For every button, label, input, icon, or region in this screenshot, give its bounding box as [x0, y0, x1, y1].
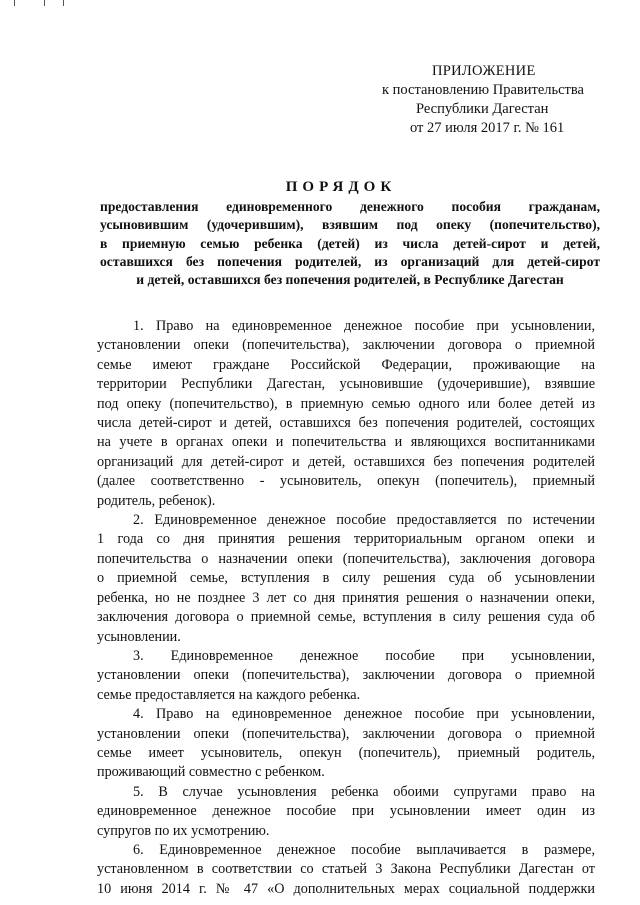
subtitle-line: усыновившим (удочерившим), взявшим под опеку (попечительство),: [100, 217, 600, 233]
appendix-date: от 27 июля 2017 г. № 161: [410, 120, 565, 136]
body-line: 5. В случае усыновления ребенка обоими супругами право на: [133, 783, 595, 800]
body-line: семье предоставляется на каждого ребенка.: [97, 686, 361, 703]
appendix-title: ПРИЛОЖЕНИЕ: [432, 63, 536, 79]
body-line: заключения договора о приемной семье, вступления в силу решения суда об: [97, 609, 595, 626]
document-subtitle: [100, 198, 600, 289]
body-line: ребенка, но не позднее 3 лет со дня принятия решения о назначении опеки,: [97, 589, 595, 606]
subtitle-line: оставшихся без попечения родителей, из организаций для детей-сирот: [100, 253, 600, 269]
body-line: (далее соответственно - усыновитель, опекун (попечитель), приемный: [97, 473, 595, 490]
body-line: семье имеют граждане Российской Федерации, проживающие на: [97, 356, 595, 373]
body-line: 10 июня 2014 г. № 47 «О дополнительных мерах социальной поддержки: [97, 880, 595, 897]
body-line: о приемной семье, вступления в силу решения суда об усыновлении: [97, 570, 595, 587]
body-line: установлении опеки (попечительства), заключении договора о приемной: [97, 337, 595, 354]
body-line: 2. Единовременное денежное пособие предоставляется по истечении: [133, 512, 595, 529]
document-title: ПОРЯДОК: [285, 179, 397, 195]
body-line: попечительства о назначении опеки (попечительства), заключения договора: [97, 550, 595, 567]
scan-mark: [14, 0, 15, 6]
document-body: [97, 317, 595, 899]
body-line: супругов по их усмотрению.: [97, 822, 270, 839]
body-line: установленном в соответствии со статьей 3 Закона Республики Дагестан от: [97, 861, 595, 878]
body-line: на учете в органах опеки и попечительства и являющихся воспитанниками: [97, 434, 595, 451]
scan-mark: [63, 0, 64, 6]
appendix-line: Республики Дагестан: [416, 101, 549, 117]
body-line: 1 года со дня принятия решения территориальным органом опеки и: [97, 531, 595, 548]
appendix-header: [360, 62, 610, 138]
body-line: усыновлении.: [97, 628, 181, 645]
body-line: под опеку (попечительство), в приемную семью одного или более детей из: [97, 395, 595, 412]
body-line: семье имеет усыновитель, опекун (попечитель), приемный родитель,: [97, 744, 595, 761]
body-line: 6. Единовременное денежное пособие выплачивается в размере,: [133, 841, 595, 858]
scan-mark: [44, 0, 45, 6]
appendix-line: к постановлению Правительства: [382, 82, 584, 98]
body-line: 4. Право на единовременное денежное пособие при усыновлении,: [133, 706, 595, 723]
body-line: единовременное денежное пособие при усыновлении имеет один из: [97, 803, 595, 820]
body-line: установлении опеки (попечительства), заключении договора о приемной: [97, 725, 595, 742]
body-line: 1. Право на единовременное денежное пособие при усыновлении,: [133, 318, 595, 334]
subtitle-line: в приемную семью ребенка (детей) из числа детей-сирот и детей,: [100, 235, 600, 251]
body-line: родитель, ребенок).: [97, 492, 216, 509]
subtitle-line: предоставления единовременного денежного пособия гражданам,: [100, 199, 600, 214]
body-line: 3. Единовременное денежное пособие при усыновлении,: [133, 647, 595, 664]
body-line: организаций для детей-сирот и детей, оставшихся без попечения родителей: [97, 453, 595, 470]
body-line: числа детей-сирот и детей, оставшихся без попечения родителей, состоящих: [97, 415, 595, 432]
body-line: установлении опеки (попечительства), заключении договора о приемной: [97, 667, 595, 684]
subtitle-line: и детей, оставшихся без попечения родителей, в Республике Дагестан: [136, 272, 564, 288]
body-line: территории Республики Дагестан, усыновившие (удочерившие), взявшие: [97, 376, 595, 393]
body-line: проживающий совместно с ребенком.: [97, 764, 325, 781]
